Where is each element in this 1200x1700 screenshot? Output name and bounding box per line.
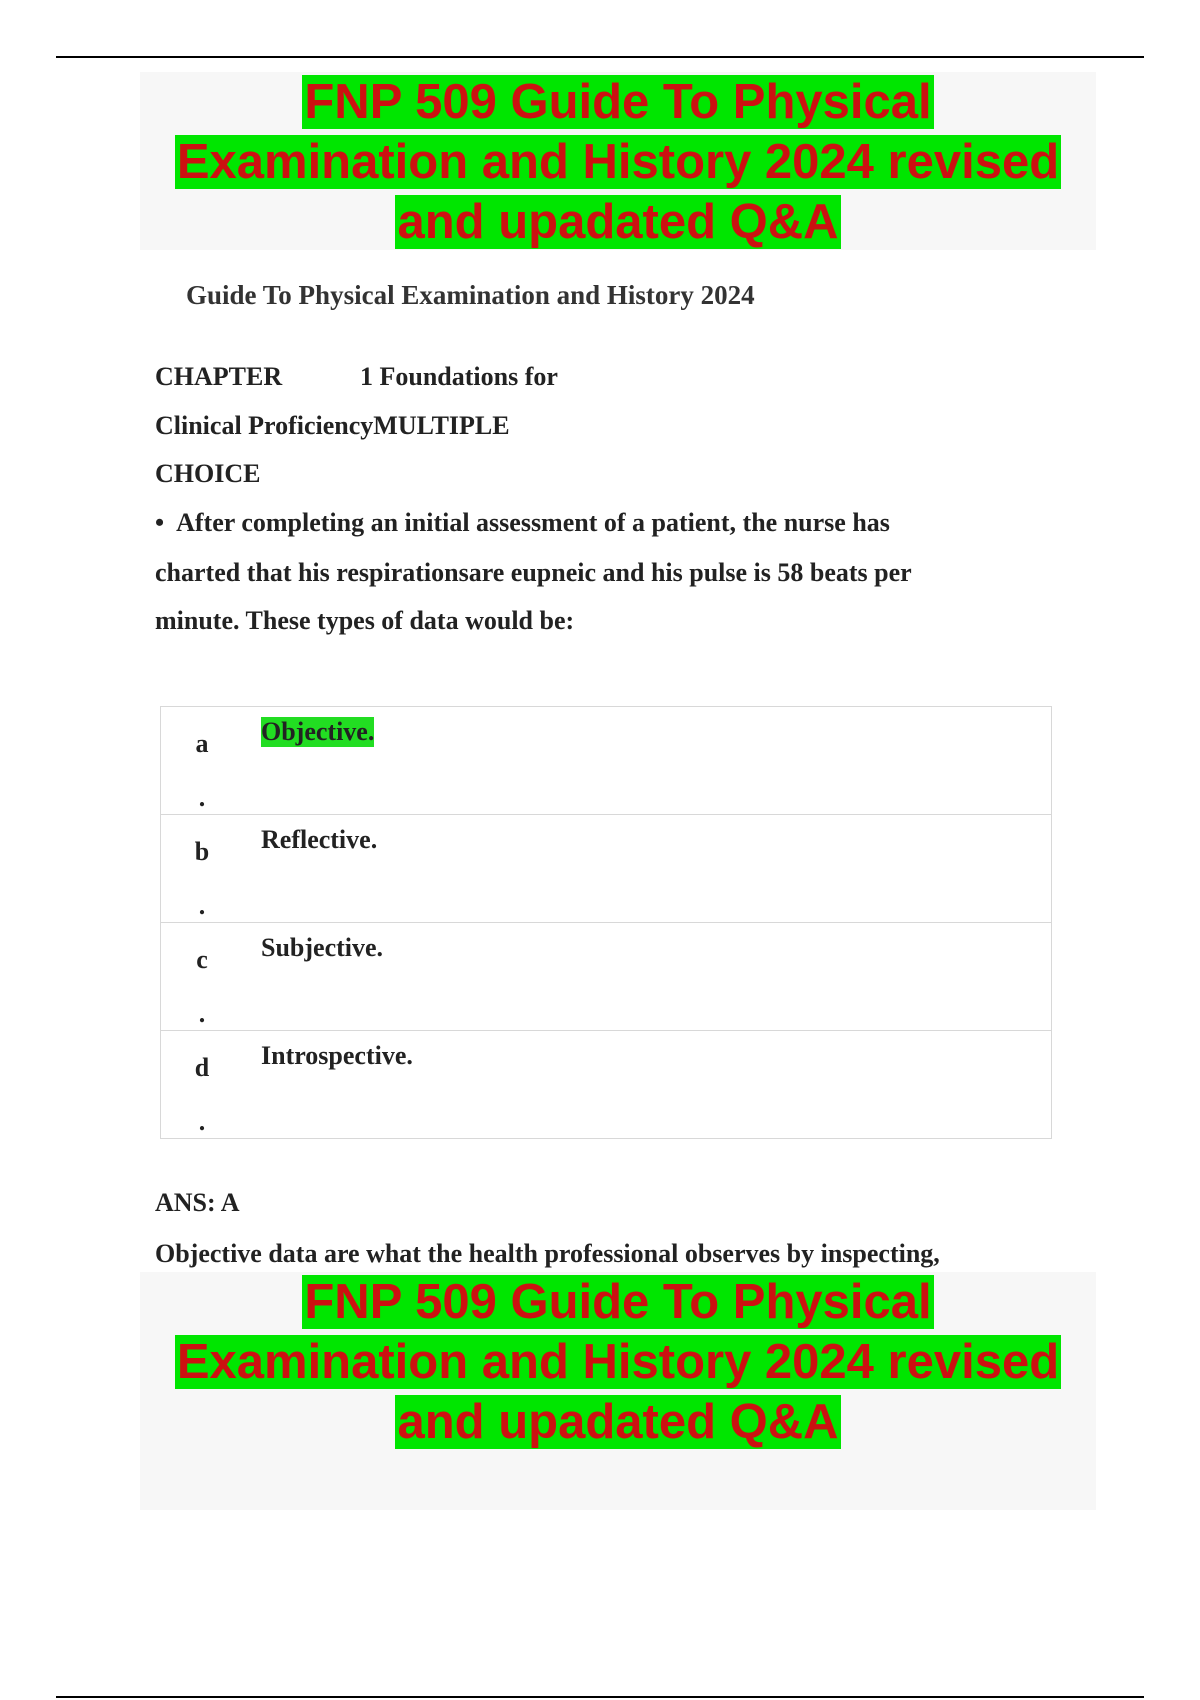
banner-line-3: and upadated Q&A xyxy=(397,1395,839,1449)
option-text: Subjective. xyxy=(261,933,384,962)
banner-line-2: Examination and History 2024 revised xyxy=(176,135,1060,189)
option-row-d xyxy=(161,1030,1051,1138)
option-row-b xyxy=(161,814,1051,922)
option-letter: d . xyxy=(194,1053,210,1136)
option-row-c xyxy=(161,922,1051,1030)
bullet-icon: • xyxy=(155,508,165,537)
option-letter: b . xyxy=(194,837,210,920)
question-line-3: minute. These types of data would be: xyxy=(155,606,575,635)
question-line-2: charted that his respirationsare eupneic and his pulse is 58 beats per xyxy=(155,558,912,587)
banner-line-2: Examination and History 2024 revised xyxy=(176,1335,1060,1389)
answer-rationale: Objective data are what the health professional observes by inspecting, xyxy=(155,1239,940,1268)
chapter-title: 1 Foundations for xyxy=(360,362,558,391)
answer-key: ANS: A xyxy=(155,1188,240,1217)
top-rule xyxy=(56,56,1144,58)
option-row-a xyxy=(161,707,1051,814)
chapter-line-2: Clinical ProficiencyMULTIPLE xyxy=(155,411,510,440)
title-banner-bottom xyxy=(140,1272,1096,1510)
option-text: Reflective. xyxy=(261,825,378,854)
option-letter: a . xyxy=(195,729,209,812)
banner-line-1: FNP 509 Guide To Physical xyxy=(304,75,932,129)
question-line-1 xyxy=(155,508,890,538)
option-text: Introspective. xyxy=(261,1041,413,1070)
option-letter: c . xyxy=(196,945,208,1028)
chapter-label: CHAPTER xyxy=(155,362,283,391)
banner-line-3: and upadated Q&A xyxy=(397,195,839,249)
option-text-correct: Objective. xyxy=(261,717,375,746)
bottom-rule xyxy=(56,1696,1144,1698)
question-text-1: After completing an initial assessment of a patient, the nurse has xyxy=(176,508,890,537)
answer-options-table xyxy=(160,706,1052,1139)
chapter-line-3: CHOICE xyxy=(155,459,261,488)
document-subtitle: Guide To Physical Examination and History 2024 xyxy=(186,280,755,310)
title-banner-top xyxy=(140,72,1096,250)
banner-line-1: FNP 509 Guide To Physical xyxy=(304,1275,932,1329)
